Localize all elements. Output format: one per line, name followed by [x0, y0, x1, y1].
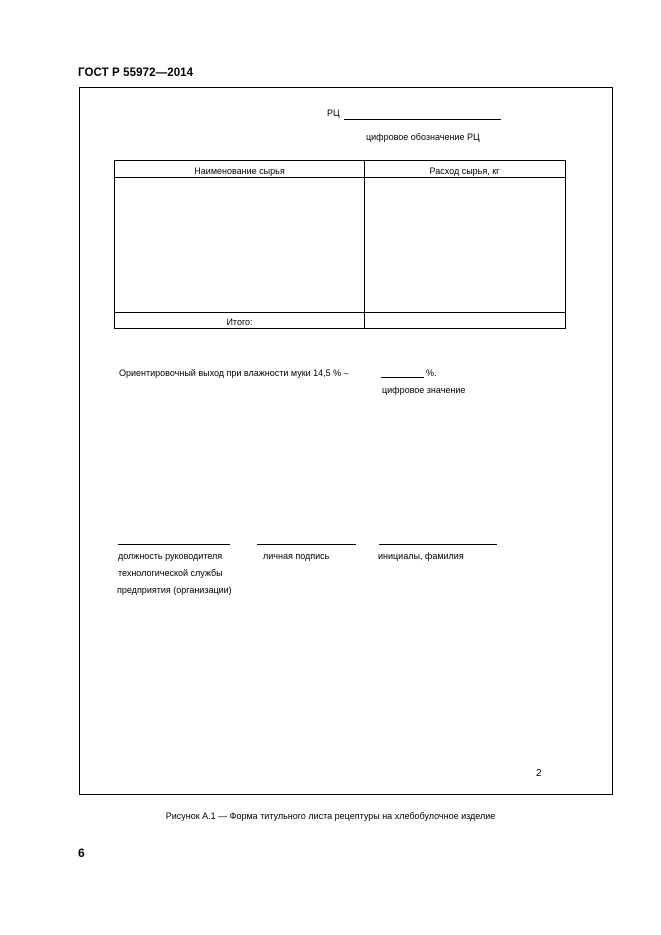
- rc-label: РЦ: [327, 108, 340, 118]
- rc-caption: цифровое обозначение РЦ: [366, 132, 480, 142]
- table-header-consumption: Расход сырья, кг: [429, 166, 500, 176]
- yield-underline: [381, 377, 424, 378]
- table-header-divider: [115, 177, 565, 178]
- position-caption-line2: технологической службы: [118, 568, 223, 578]
- name-caption: инициалы, фамилия: [378, 551, 464, 561]
- page-number: 6: [78, 846, 85, 860]
- signature-underline: [257, 544, 356, 545]
- position-caption-line1: должность руководителя: [118, 551, 223, 561]
- raw-material-table: [114, 160, 566, 329]
- position-caption-line3: предприятия (организации): [117, 585, 232, 595]
- form-page-number: 2: [536, 768, 542, 779]
- table-total-label: Итого:: [226, 317, 253, 327]
- yield-text: Ориентировочный выход при влажности муки 14,5 % –: [119, 368, 349, 378]
- document-header: ГОСТ Р 55972—2014: [78, 67, 194, 79]
- signature-caption: личная подпись: [263, 551, 330, 561]
- yield-caption: цифровое значение: [382, 385, 466, 395]
- figure-caption: Рисунок А.1 — Форма титульного листа рецептуры на хлебобулочное изделие: [165, 811, 496, 821]
- table-header-name: Наименование сырья: [194, 166, 285, 176]
- name-underline: [379, 544, 497, 545]
- yield-unit: %.: [426, 368, 437, 378]
- table-total-divider: [115, 312, 565, 313]
- position-underline: [118, 544, 230, 545]
- table-column-divider: [364, 161, 365, 328]
- rc-underline: [344, 119, 501, 120]
